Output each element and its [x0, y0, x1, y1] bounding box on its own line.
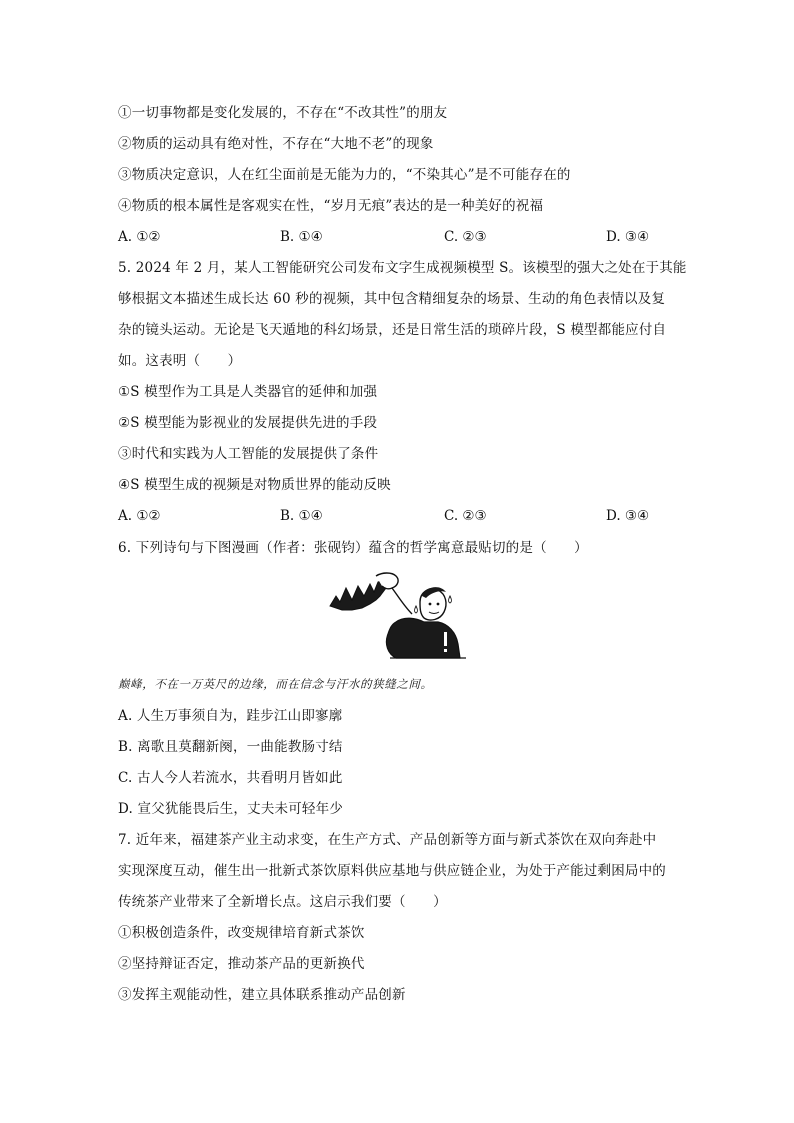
eye — [429, 603, 432, 606]
mountain-ridge — [330, 580, 386, 610]
q5-option-d: D. ③④ — [606, 508, 650, 524]
q5-option-c: C. ②③ — [444, 508, 487, 524]
q4-statement-2: ②物质的运动具有绝对性，不存在“大地不老”的现象 — [118, 136, 434, 152]
q4-statement-1: ①一切事物都是变化发展的，不存在“不改其性”的朋友 — [118, 105, 448, 121]
q5-statement-3: ③时代和实践为人工智能的发展提供了条件 — [118, 446, 379, 462]
q6-choice-a: A. 人生万事须自为，跬步江山即寥廓 — [118, 708, 343, 724]
q7-stem-line-3: 传统茶产业带来了全新增长点。这启示我们要（ ） — [118, 894, 447, 910]
q7-stem-line-2: 实现深度互动，催生出一批新式茶饮原料供应基地与供应链企业，为处于产能过剩困局中的 — [118, 863, 666, 879]
q6-stem: 6. 下列诗句与下图漫画（作者：张砚钧）蕴含的哲学寓意最贴切的是（ ） — [118, 540, 588, 556]
q5-stem-line-1: 5. 2024 年 2 月，某人工智能研究公司发布文字生成视频模型 S。该模型的强大之处在于其能 — [118, 260, 687, 276]
q5-options — [118, 506, 658, 526]
q5-statement-4: ④S 模型生成的视频是对物质世界的能动反映 — [118, 477, 391, 493]
sweat-drop — [415, 606, 418, 613]
q6-choice-b: B. 离歌且莫翻新阕，一曲能教肠寸结 — [118, 739, 343, 755]
q4-statement-3: ③物质决定意识，人在红尘面前是无能为力的，“不染其心”是不可能存在的 — [118, 167, 571, 183]
cartoon-illustration — [326, 566, 468, 662]
q4-option-c: C. ②③ — [444, 229, 487, 245]
q4-option-a: A. ①② — [118, 229, 161, 245]
q5-stem-line-3: 杂的镜头运动。无论是飞天遁地的科幻场景，还是日常生活的琐碎片段，S 模型都能应付自 — [118, 322, 667, 338]
eye — [437, 603, 440, 606]
q5-option-b: B. ①④ — [280, 508, 323, 524]
q4-option-d: D. ③④ — [606, 229, 650, 245]
q7-stem-line-1: 7. 近年来，福建茶产业主动求变，在生产方式、产品创新等方面与新式茶饮在双向奔赴中 — [118, 832, 657, 848]
q4-option-b: B. ①④ — [280, 229, 323, 245]
q7-statement-2: ②坚持辩证否定，推动茶产品的更新换代 — [118, 956, 365, 972]
exclamation-dot — [444, 649, 447, 652]
q6-choice-c: C. 古人今人若流水，共看明月皆如此 — [118, 770, 343, 786]
q7-statement-3: ③发挥主观能动性，建立具体联系推动产品创新 — [118, 987, 406, 1003]
q5-statement-2: ②S 模型能为影视业的发展提供先进的手段 — [118, 415, 378, 431]
q5-statement-1: ①S 模型作为工具是人类器官的延伸和加强 — [118, 384, 378, 400]
q6-choice-d: D. 宣父犹能畏后生，丈夫未可轻年少 — [118, 801, 344, 817]
exclamation-mark — [444, 632, 447, 646]
q7-statement-1: ①积极创造条件，改变规律培育新式茶饮 — [118, 925, 365, 941]
q5-stem-line-2: 够根据文本描述生成长达 60 秒的视频，其中包含精细复杂的场景、生动的角色表情以及复 — [118, 291, 666, 307]
q4-options — [118, 227, 658, 247]
raised-arm — [392, 588, 412, 614]
dark-body — [386, 618, 460, 658]
q4-statement-4: ④物质的根本属性是客观实在性，“岁月无痕”表达的是一种美好的祝福 — [118, 198, 544, 214]
q5-stem-line-4: 如。这表明（ ） — [118, 353, 242, 369]
q5-option-a: A. ①② — [118, 508, 161, 524]
cartoon-caption: 巅峰，不在一万英尺的边缘，而在信念与汗水的狭缝之间。 — [118, 677, 433, 691]
sweat-drop — [449, 596, 452, 603]
